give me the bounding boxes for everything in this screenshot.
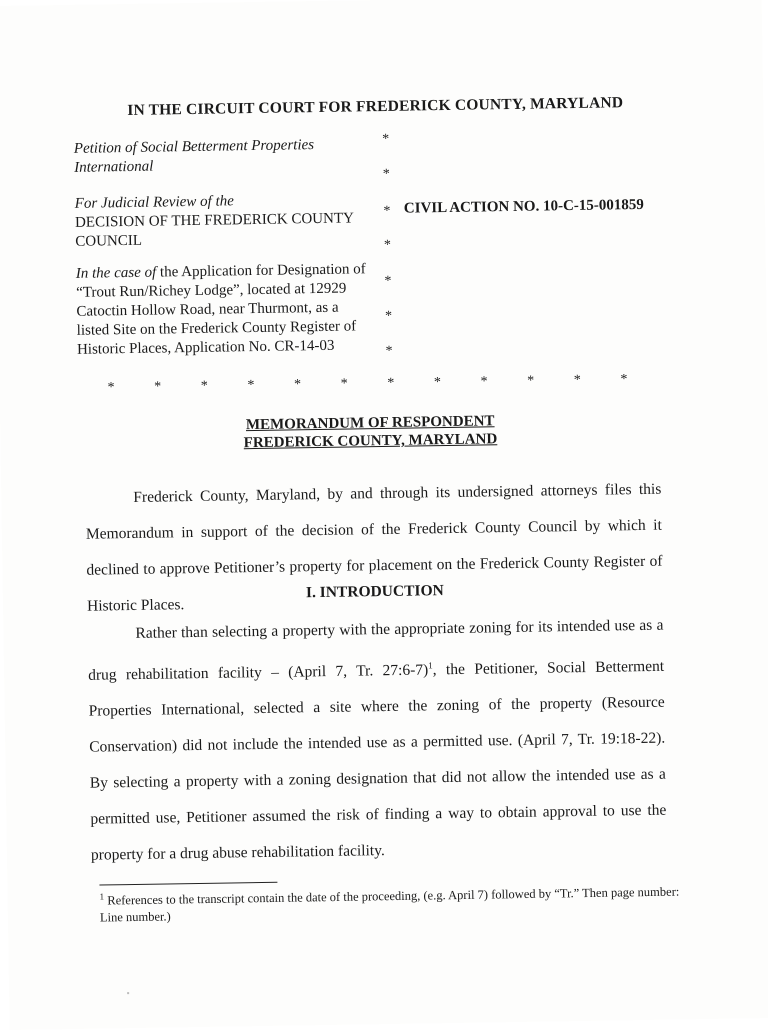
separator-star: * (527, 373, 535, 389)
memo-title-line2: FREDERICK COUNTY, MARYLAND (243, 431, 498, 452)
body-text-part2: , the Petitioner, Social Betterment Properties International, selected a site where the zoning of the property (Resource Conservation) did not include the intended use as a permitted use. (April 7, Tr. 19:18-22). By selecting a property with a zoning designation that did not allow the intended use as a permitted use, Petitioner assumed the risk of finding a way to obtain approval to use the property for a drug abuse rehabilitation facility. (88, 657, 667, 864)
separator-star: * (293, 377, 302, 393)
separator-stars (108, 372, 628, 396)
review-italic: For Judicial Review of the (74, 193, 234, 212)
body-text-part1: Rather than selecting a property with the appropriate zoning for its intended use as a drug rehabilitation facility – (April 7, Tr. 27:6-7) (88, 616, 664, 684)
civil-action-number: CIVIL ACTION NO. 10-C-15-001859 (403, 196, 644, 217)
footnote-divider (99, 882, 277, 886)
separator-star: * (340, 376, 348, 392)
court-title: IN THE CIRCUIT COURT FOR FREDERICK COUNTY, MARYLAND (127, 94, 624, 119)
separator-star: * (480, 374, 488, 390)
scan-speck (127, 992, 129, 994)
memo-title (180, 411, 561, 453)
footnote (99, 879, 700, 927)
body-paragraph-text (87, 608, 667, 874)
separator-star: * (107, 380, 115, 396)
petition-text: Petition of Social Betterment Properties International (73, 137, 315, 176)
separator-star: * (433, 375, 442, 391)
caption-star: * (383, 237, 392, 253)
petition-caption (74, 135, 375, 178)
case-caption (76, 260, 375, 360)
caption-star: * (382, 131, 390, 147)
caption-star: * (384, 273, 392, 289)
separator-star: * (154, 379, 162, 395)
review-caption (75, 190, 376, 252)
caption-star: * (385, 343, 393, 359)
review-text: DECISION OF THE FREDERICK COUNTY COUNCIL (74, 210, 354, 250)
memo-title-line1: MEMORANDUM OF RESPONDENT (245, 413, 495, 434)
intro-paragraph-text: Frederick County, Maryland, by and through its undersigned attorneys files this Memorandum in support of the decision of the Frederick County Council by which it declined to approve Petitioner’s property for placement on the Frederick County Register of Historic Places. (85, 480, 663, 615)
separator-star: * (200, 378, 208, 394)
separator-star: * (573, 372, 581, 389)
caption-star: * (382, 166, 390, 182)
footnote-reference: 1 (428, 660, 433, 671)
footnote-text: References to the transcript contain the date of the proceeding, (e.g. April 7) followed by “Tr.” Then page number: Line number.) (99, 884, 680, 925)
caption-star: * (383, 203, 391, 219)
caption-star: * (384, 308, 393, 324)
separator-star: * (387, 375, 395, 391)
section-heading: I. INTRODUCTION (305, 582, 444, 602)
footnote-mark: 1 (99, 891, 105, 902)
case-text: the Application for Designation of “Trout Run/Richey Lodge”, located at 12929 Catoctin Hollow Road, near Thurmont, as a listed Site on the Frederick County Register of Historic Places, Application No. CR-14-03 (76, 261, 366, 358)
case-italic: In the case of (75, 264, 157, 282)
separator-star: * (247, 378, 255, 394)
separator-star: * (620, 372, 628, 388)
body-paragraph (87, 608, 667, 874)
